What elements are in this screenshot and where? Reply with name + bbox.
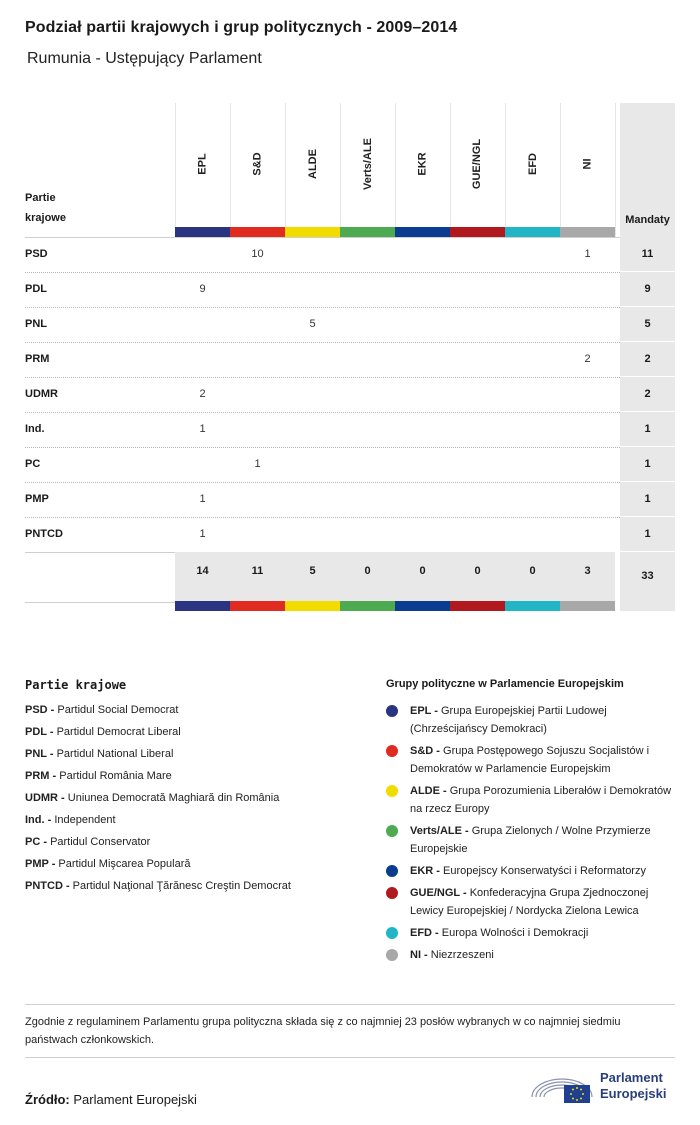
group-total: 11 [251,565,264,577]
party-code: PC [25,458,41,470]
group-header-label: GUE/NGL [471,138,484,190]
party-legend-item [25,770,172,782]
party-legend-name: Partidul National Liberal [56,748,174,760]
total-column-divider [620,446,675,447]
seat-cell: 5 [309,318,316,330]
group-header-label: S&D [251,152,264,176]
party-code: PMP [25,493,49,505]
party-code: PSD [25,248,48,260]
party-legend-item [25,704,178,716]
group-header [340,103,395,225]
totals-row-bg [175,552,615,602]
group-legend-text [410,924,680,942]
group-legend-code: Verts/ALE - [410,825,469,837]
party-legend-name: Partidul Conservator [50,836,151,848]
group-legend-code: EKR - [410,865,440,877]
group-legend-text [410,822,680,858]
group-legend-name: Grupa Zielonych / Wolne Przymierze Europejskie [410,825,651,855]
total-column-divider [620,341,675,342]
party-code: PNL [25,318,47,330]
group-legend-name: Grupa Europejskiej Partii Ludowej (Chrześcijańscy Demokraci) [410,705,607,735]
parliament-emblem-icon [530,1067,594,1107]
row-divider [25,412,620,413]
group-header-label: EPL [196,153,209,175]
row-divider [25,272,620,273]
party-code: PDL [25,283,47,295]
party-legend-code: PC - [25,836,47,848]
group-legend-code: ALDE - [410,785,447,797]
group-color-dot-icon [386,705,398,717]
table-bottom-line [25,602,175,603]
party-legend-code: Ind. - [25,814,52,826]
source-value: Parlament Europejski [73,1092,197,1107]
party-legend-name: Partidul Democrat Liberal [56,726,181,738]
group-header [560,103,615,225]
party-legend-code: PMP - [25,858,56,870]
group-color-bar [450,601,505,611]
group-color-bar [450,227,505,237]
source [25,1092,197,1107]
group-color-dot-icon [386,887,398,899]
total-column-divider [620,411,675,412]
row-divider [25,482,620,483]
party-legend-code: PRM - [25,770,57,782]
logo-line-1: Parlament [600,1070,663,1085]
row-header-label [25,188,66,228]
group-color-dot-icon [386,927,398,939]
group-color-dot-icon [386,745,398,757]
party-total: 11 [641,248,654,260]
group-total: 0 [364,565,371,577]
totals-line [25,552,175,553]
party-total: 1 [644,528,651,540]
group-header-label: EFD [526,153,539,175]
group-legend-text [410,742,680,778]
seat-cell: 1 [199,493,206,505]
row-header-line: Partie [25,192,56,204]
group-legend-code: NI - [410,949,428,961]
party-total: 1 [644,423,651,435]
party-legend-code: PNL - [25,748,54,760]
seat-cell: 9 [199,283,206,295]
party-code: PNTCD [25,528,63,540]
group-legend-name: Grupa Porozumienia Liberałów i Demokratów na rzecz Europy [410,785,672,815]
party-legend-code: PDL - [25,726,54,738]
seat-cell: 1 [199,528,206,540]
group-header-label: Verts/ALE [361,138,374,190]
party-total: 2 [644,388,651,400]
group-color-bar [285,601,340,611]
seat-cell: 2 [584,353,591,365]
party-total: 5 [644,318,651,330]
row-divider [25,517,620,518]
column-separator [615,103,616,237]
group-legend-name: Europa Wolności i Demokracji [441,927,589,939]
party-code: PRM [25,353,50,365]
party-legend-code: PNTCD - [25,880,70,892]
group-color-bar [395,601,450,611]
grand-total: 33 [641,570,654,582]
group-color-bar [230,227,285,237]
party-legend-code: PSD - [25,704,55,716]
group-legend-code: EPL - [410,705,438,717]
seat-cell: 1 [199,423,206,435]
group-legend-text [410,702,680,738]
party-legend-name: Partidul Mişcarea Populară [58,858,191,870]
party-legend-item [25,814,116,826]
group-legend-text [410,782,680,818]
page-title: Podział partii krajowych i grup politycznych - 2009–2014 [25,19,458,36]
group-header-label: ALDE [306,149,319,179]
group-color-bar [230,601,285,611]
total-column-divider [620,551,675,552]
group-header [285,103,340,225]
divider [25,1057,675,1058]
row-header-line: krajowe [25,212,66,224]
row-divider [25,447,620,448]
seat-cell: 10 [251,248,264,260]
group-legend-name: Grupa Postępowego Sojuszu Socjalistów i Demokratów w Parlamencie Europejskim [410,745,650,775]
group-color-bar [560,601,615,611]
party-total: 9 [644,283,651,295]
party-legend-item [25,880,291,892]
total-column-divider [620,306,675,307]
logo-line-2: Europejski [600,1086,667,1101]
group-legend-text [410,884,680,920]
page-subtitle: Rumunia - Ustępujący Parlament [27,50,262,67]
party-legend-item [25,792,279,804]
group-legend-code: S&D - [410,745,440,757]
party-legend-item [25,836,150,848]
row-divider [25,342,620,343]
group-total: 0 [419,565,426,577]
total-column-divider [620,271,675,272]
group-legend-code: GUE/NGL - [410,887,467,899]
group-color-bar [285,227,340,237]
group-color-bar [395,227,450,237]
party-total: 1 [644,493,651,505]
group-total: 0 [474,565,481,577]
party-legend-item [25,858,191,870]
total-header: Mandaty [625,214,670,226]
party-legend-name: Partidul Social Democrat [57,704,179,716]
group-total: 3 [584,565,591,577]
seat-cell: 1 [254,458,261,470]
group-color-dot-icon [386,865,398,877]
group-legend-name: Niezrzeszeni [430,949,494,961]
party-total: 1 [644,458,651,470]
group-header [450,103,505,225]
group-color-bar [175,227,230,237]
seat-cell: 2 [199,388,206,400]
party-legend-code: UDMR - [25,792,65,804]
party-legend-item [25,726,181,738]
group-header [175,103,230,225]
group-total: 5 [309,565,316,577]
party-legend-name: Partidul Naţional Ţărănesc Creştin Democrat [72,880,291,892]
source-label: Źródło: [25,1092,70,1107]
group-color-bar [505,601,560,611]
group-color-bar [560,227,615,237]
party-legend-name: Partidul România Mare [59,770,172,782]
party-legend-name: Independent [54,814,116,826]
row-divider [25,377,620,378]
group-color-bar [175,601,230,611]
total-column-divider [620,481,675,482]
legend-parties-title: Partie krajowe [25,678,127,692]
seat-cell: 1 [584,248,591,260]
party-legend-item [25,748,173,760]
total-column-divider [620,516,675,517]
group-total: 0 [529,565,536,577]
group-color-bar [505,227,560,237]
group-color-bar [340,227,395,237]
group-legend-name: Konfederacyjna Grupa Zjednoczonej Lewicy Europejskiej / Nordycka Zielona Lewica [410,887,649,917]
group-header [395,103,450,225]
group-legend-text [410,946,680,964]
european-parliament-logo [530,1067,680,1107]
group-legend-text [410,862,680,880]
group-header-label: NI [581,158,594,170]
group-color-dot-icon [386,949,398,961]
footnote: Zgodnie z regulaminem Parlamentu grupa polityczna składa się z co najmniej 23 posłów wybranych w co najmniej siedmiu państwach członkowskich. [25,1016,621,1046]
group-header-label: EKR [416,152,429,176]
divider [25,1004,675,1005]
group-legend-code: EFD - [410,927,439,939]
header-line [25,237,620,238]
party-code: UDMR [25,388,58,400]
legend-groups-title: Grupy polityczne w Parlamencie Europejskim [386,678,624,690]
party-total: 2 [644,353,651,365]
group-header [230,103,285,225]
group-total: 14 [196,565,209,577]
group-color-dot-icon [386,825,398,837]
row-divider [25,307,620,308]
party-code: Ind. [25,423,45,435]
total-column-divider [620,376,675,377]
group-color-bar [340,601,395,611]
group-color-dot-icon [386,785,398,797]
group-legend-name: Europejscy Konserwatyści i Reformatorzy [443,865,646,877]
group-header [505,103,560,225]
party-legend-name: Uniunea Democrată Maghiară din România [67,792,280,804]
